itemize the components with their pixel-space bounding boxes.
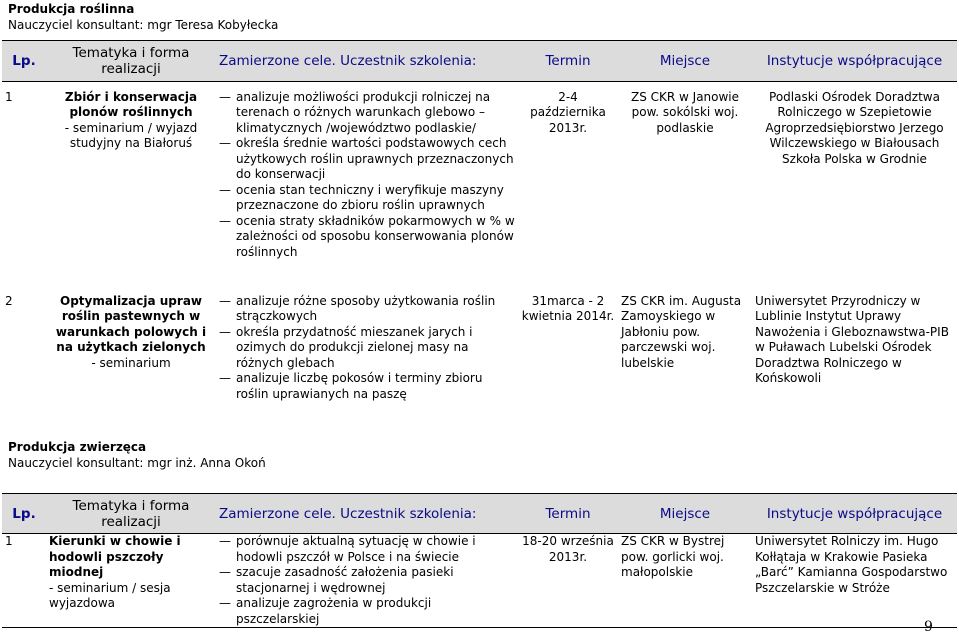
table-header-row [2,41,957,82]
animal-production-table [2,493,957,628]
row-lp: 1 [2,534,46,628]
header-goals: Zamierzone cele. Uczestnik szkolenia: [216,494,518,534]
table-row [2,294,957,434]
row-term: 31marca - 2 kwietnia 2014r. [521,293,615,323]
header-topic: Tematyka i forma realizacji [46,41,216,82]
row-institutions: Podlaski Ośrodek Doradztwa Rolniczego w Szepietowie Agroprzedsiębiorstwo Jerzego Wilczewskiego w Białousach Szkoła Polska w Grodnie [765,89,944,166]
goal-item: — ocenia stan techniczny i weryfikuje maszyny przeznaczone do zbioru roślin uprawnych [219,183,515,214]
consultant-line: Nauczyciel konsultant: mgr inż. Anna Okoń [8,455,266,470]
section-title: Produkcja zwierzęca [8,440,147,454]
topic-form: - seminarium / sesja wyjazdowa [49,580,171,610]
header-lp: Lp. [2,494,46,534]
header-institutions: Instytucje współpracujące [752,494,957,534]
row-topic [46,534,216,628]
goal-item: — analizuje liczbę pokosów i terminy zbioru roślin uprawianych na paszę [219,371,515,402]
row-place: ZS CKR w Janowie pow. sokólski woj. podlaskie [630,89,740,135]
topic-form: - seminarium / wyjazd studyjny na Białoruś [64,120,198,150]
goal-item: — analizuje możliwości produkcji rolniczej na terenach o różnych warunkach glebowo – klimatycznych /województwo podlaskie/ [219,90,515,137]
topic-title: Optymalizacja upraw roślin pastewnych w warunkach polowych i na użytkach zielonych [55,293,207,354]
row-goals [216,294,518,434]
header-goals: Zamierzone cele. Uczestnik szkolenia: [216,41,518,82]
header-institutions: Instytucje współpracujące [752,41,957,82]
topic-title: Kierunki w chowie i hodowli pszczoły miodnej [49,534,181,579]
row-goals [216,534,518,628]
row-term: 18-20 września 2013r. [518,534,618,628]
topic-form: - seminarium [91,355,171,370]
header-place: Miejsce [618,494,752,534]
row-topic [46,294,216,434]
header-term: Termin [518,41,618,82]
header-term: Termin [518,494,618,534]
table-header-row [2,494,957,534]
row-term: 2-4 października 2013r. [530,89,606,135]
header-lp: Lp. [2,41,46,82]
goal-item: — analizuje zagrożenia w produkcji pszczelarskiej [219,596,515,627]
row-goals [216,90,518,294]
row-lp: 1 [5,89,13,104]
header-topic: Tematyka i forma realizacji [46,494,216,534]
topic-title: Zbiór i konserwacja plonów roślinnych [64,89,198,119]
row-institutions: Uniwersytet Przyrodniczy w Lublinie Instytut Uprawy Nawożenia i Gleboznawstwa-PIB w Puławach Lubelski Ośrodek Doradztwa Rolniczego w Końskowoli [755,293,949,385]
header-place: Miejsce [618,41,752,82]
section-header-animal-production [8,440,266,471]
goal-item: — określa przydatność mieszanek jarych i ozimych do produkcji zielonej masy na różnych glebach [219,325,515,372]
plant-production-table [2,40,957,434]
row-place: ZS CKR im. Augusta Zamoyskiego w Jabłoniu pow. parczewski woj. lubelskie [621,293,742,370]
goal-item: — analizuje różne sposoby użytkowania roślin strączkowych [219,294,515,325]
goal-item: — szacuje zasadność założenia pasieki stacjonarnej i wędrownej [219,565,515,596]
row-lp: 2 [5,293,13,308]
table-row [2,534,957,628]
consultant-line: Nauczyciel konsultant: mgr Teresa Kobyłecka [8,17,279,32]
table-row [2,90,957,294]
section-title: Produkcja roślinna [8,2,135,16]
row-place: ZS CKR w Bystrej pow. gorlicki woj. małopolskie [618,534,752,628]
goal-item: — określa średnie wartości podstawowych cech użytkowych roślin uprawnych przeznaczonych do konserwacji [219,136,515,183]
row-topic [46,90,216,294]
goal-item: — ocenia straty składników pokarmowych w % w zależności od sposobu konserwowania plonów roślinnych [219,214,515,261]
row-institutions: Uniwersytet Rolniczy im. Hugo Kołłątaja w Krakowie Pasieka „Barć” Kamianna Gospodarstwo Pszczelarskie w Stróże [752,534,957,628]
goal-item: — porównuje aktualną sytuację w chowie i hodowli pszczół w Polsce i na świecie [219,534,515,565]
section-header-plant-production [8,2,278,33]
page-number: 9 [924,619,933,635]
